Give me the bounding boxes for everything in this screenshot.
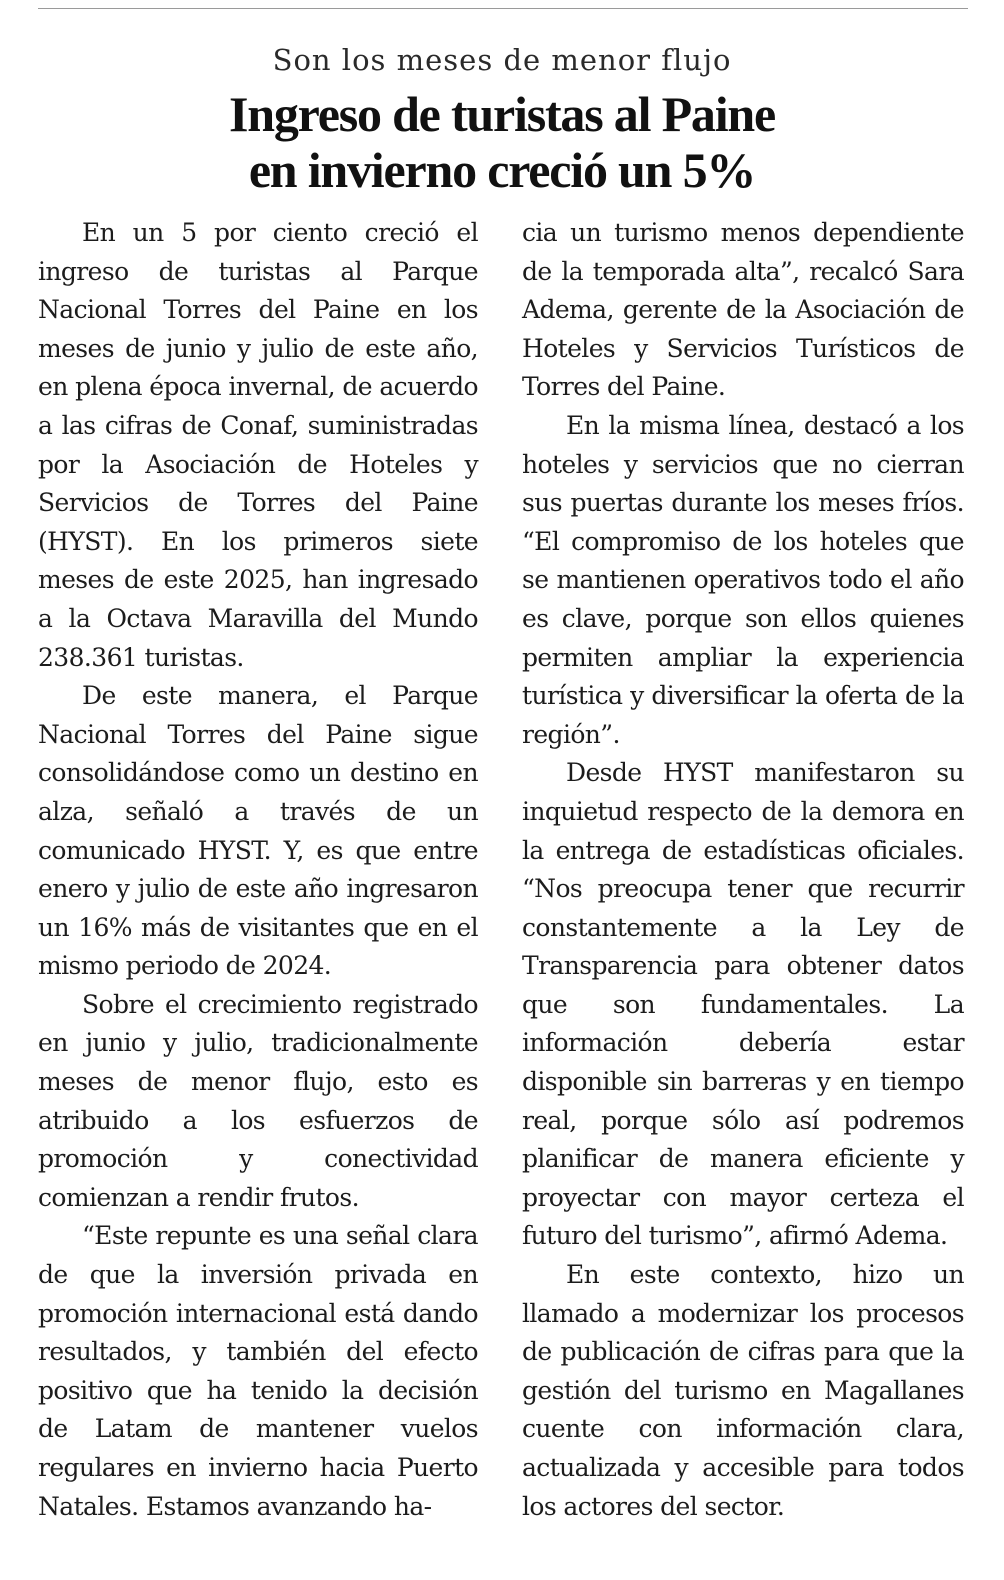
article-headline bbox=[0, 86, 1004, 198]
headline-line-1: Ingreso de turistas al Paine bbox=[228, 86, 776, 142]
article-kicker: Son los meses de menor flujo bbox=[272, 43, 732, 77]
headline-line-2: en invierno creció un 5% bbox=[248, 142, 756, 198]
body-paragraph: De este manera, el Parque Nacional Torres del Paine sigue consolidándose como un destino en alza, señaló a través de un comunicado HYST. Y, es que entre enero y julio de este año ingresaron un 16% más de visitantes que en el mismo periodo de 2024. bbox=[38, 681, 478, 981]
left-column bbox=[38, 214, 478, 1526]
body-paragraph: En la misma línea, destacó a los hoteles y servicios que no cierran sus puertas durante los meses fríos. “El compromiso de los hoteles que se mantienen operativos todo el año es clave, porque son ellos quienes permiten ampliar la experiencia turística y diversificar la oferta de la región”. bbox=[522, 410, 964, 749]
right-column bbox=[522, 214, 964, 1526]
body-paragraph: En un 5 por ciento creció el ingreso de turistas al Parque Nacional Torres del Paine en los meses de junio y julio de este año, en plena época invernal, de acuerdo a las cifras de Conaf, suministradas por la Asociación de Hoteles y Servicios de Torres del Paine (HYST). En los primeros siete meses de este 2025, han ingresado a la Octava Maravilla del Mundo 238.361 turistas. bbox=[38, 218, 478, 672]
body-paragraph: Desde HYST manifestaron su inquietud respecto de la demora en la entrega de estadísticas oficiales. “Nos preocupa tener que recurrir constantemente a la Ley de Transparencia para obtener datos que son fundamentales. La información debería estar disponible sin barreras y en tiempo real, porque sólo así podremos planificar de manera eficiente y proyectar con mayor certeza el futuro del turismo”, afirmó Adema. bbox=[522, 758, 964, 1251]
body-paragraph: Sobre el crecimiento registrado en junio y julio, tradicionalmente meses de menor flujo, esto es atribuido a los esfuerzos de promoción y conectividad comienzan a rendir frutos. bbox=[38, 989, 478, 1212]
body-paragraph-continued: cia un turismo menos dependiente de la temporada alta”, recalcó Sara Adema, gerente de la Asociación de Hoteles y Servicios Turísticos de Torres del Paine. bbox=[522, 218, 964, 402]
top-rule bbox=[38, 8, 968, 9]
body-paragraph: “Este repunte es una señal clara de que la inversión privada en promoción internacional está dando resultados, y también del efecto positivo que ha tenido la decisión de Latam de mantener vuelos regulares en invierno hacia Puerto Natales. Estamos avanzando ha- bbox=[38, 1221, 478, 1521]
body-paragraph: En este contexto, hizo un llamado a modernizar los procesos de publicación de cifras para que la gestión del turismo en Magallanes cuente con información clara, actualizada y accesible para todos los actores del sector. bbox=[522, 1260, 964, 1521]
